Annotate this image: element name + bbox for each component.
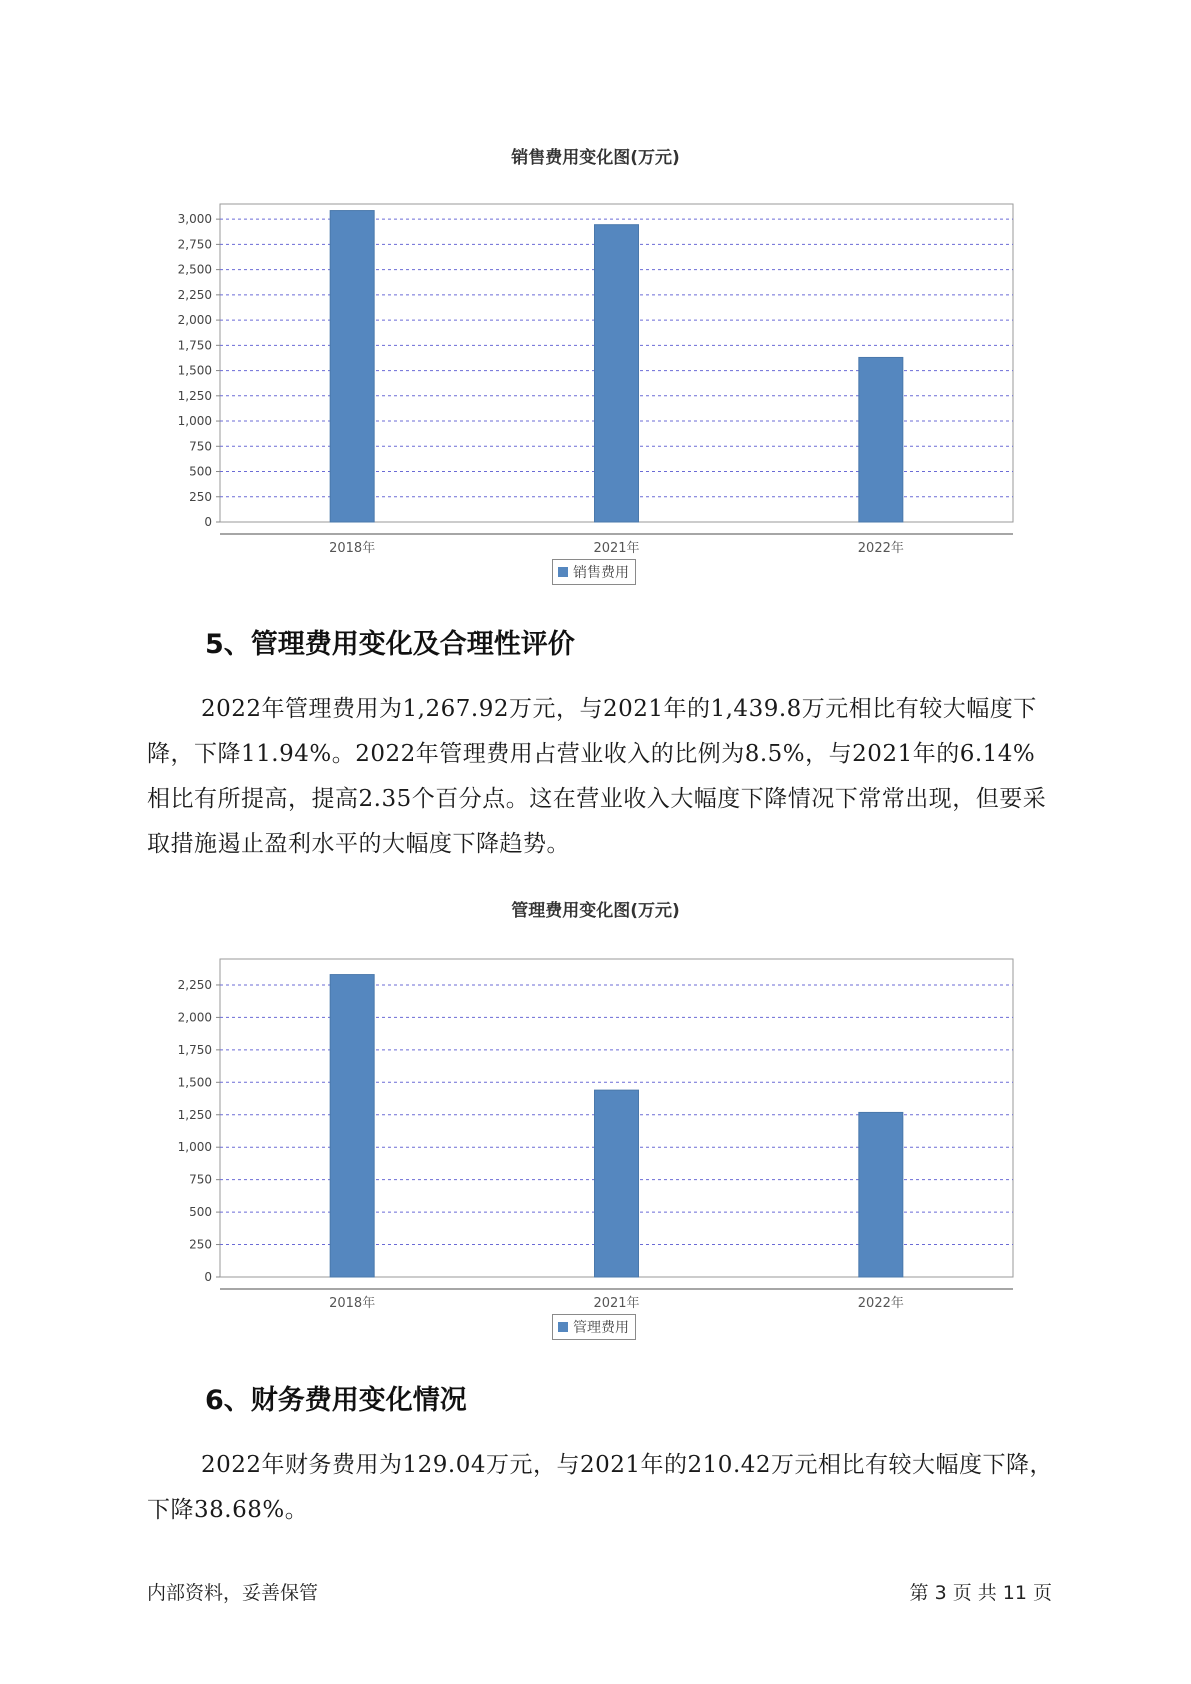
y-tick-label: 1,250 bbox=[177, 388, 212, 403]
bar bbox=[330, 975, 374, 1277]
chart-legend bbox=[552, 1314, 636, 1340]
bar bbox=[859, 357, 903, 522]
y-tick-label: 1,500 bbox=[177, 363, 212, 378]
y-tick-label: 2,750 bbox=[177, 237, 212, 252]
y-tick-label: 2,000 bbox=[177, 1010, 212, 1025]
y-tick-label: 1,750 bbox=[177, 338, 212, 353]
footer-confidential: 内部资料，妥善保管 bbox=[147, 1582, 319, 1604]
y-tick-label: 2,000 bbox=[177, 313, 212, 328]
bar bbox=[330, 211, 374, 522]
x-tick-label: 2022年 bbox=[857, 541, 904, 556]
chart-legend bbox=[552, 559, 636, 585]
x-tick-label: 2018年 bbox=[329, 541, 376, 556]
bar bbox=[859, 1112, 903, 1277]
section-heading: 5、管理费用变化及合理性评价 bbox=[205, 629, 575, 660]
page-number: 第 3 页 共 11 页 bbox=[909, 1582, 1052, 1604]
section-heading: 6、财务费用变化情况 bbox=[205, 1385, 467, 1416]
y-tick-label: 1,500 bbox=[177, 1075, 212, 1090]
chart-title: 销售费用变化图(万元) bbox=[511, 148, 680, 168]
chart-title: 管理费用变化图(万元) bbox=[511, 901, 680, 921]
admin-expense-chart bbox=[0, 925, 1191, 1311]
x-tick-label: 2021年 bbox=[593, 1296, 640, 1311]
legend-swatch-icon bbox=[558, 1322, 568, 1332]
legend-label: 管理费用 bbox=[573, 1320, 629, 1336]
y-tick-label: 750 bbox=[189, 1172, 212, 1187]
section-paragraph: 2022年管理费用为1,267.92万元，与2021年的1,439.8万元相比有较大幅度下降，下降11.94%。2022年管理费用占营业收入的比例为8.5%，与2021年的6.14%相比有所提高，提高2.35个百分点。这在营业收入大幅度下降情况下常常出现，但要采取措施遏止盈利水平的大幅度下降趋势。 bbox=[147, 696, 1047, 857]
legend-swatch-icon bbox=[558, 567, 568, 577]
y-tick-label: 500 bbox=[189, 1205, 212, 1220]
y-tick-label: 1,750 bbox=[177, 1042, 212, 1057]
bar bbox=[595, 225, 639, 522]
x-tick-label: 2018年 bbox=[329, 1296, 376, 1311]
x-tick-label: 2022年 bbox=[857, 1296, 904, 1311]
y-tick-label: 0 bbox=[204, 515, 212, 529]
y-tick-label: 1,000 bbox=[177, 414, 212, 429]
y-tick-label: 250 bbox=[189, 489, 212, 504]
y-tick-label: 250 bbox=[189, 1237, 212, 1252]
y-tick-label: 2,250 bbox=[177, 977, 212, 992]
y-tick-label: 2,250 bbox=[177, 287, 212, 302]
legend-label: 销售费用 bbox=[573, 565, 629, 581]
x-tick-label: 2021年 bbox=[593, 541, 640, 556]
y-tick-label: 500 bbox=[189, 464, 212, 479]
sales-expense-chart bbox=[0, 170, 1191, 556]
y-tick-label: 0 bbox=[204, 1270, 212, 1284]
y-tick-label: 750 bbox=[189, 439, 212, 454]
bar bbox=[595, 1090, 639, 1277]
y-tick-label: 3,000 bbox=[177, 212, 212, 227]
y-tick-label: 1,250 bbox=[177, 1107, 212, 1122]
y-tick-label: 1,000 bbox=[177, 1140, 212, 1155]
section-paragraph: 2022年财务费用为129.04万元，与2021年的210.42万元相比有较大幅度下降，下降38.68%。 bbox=[147, 1452, 1054, 1523]
y-tick-label: 2,500 bbox=[177, 262, 212, 277]
